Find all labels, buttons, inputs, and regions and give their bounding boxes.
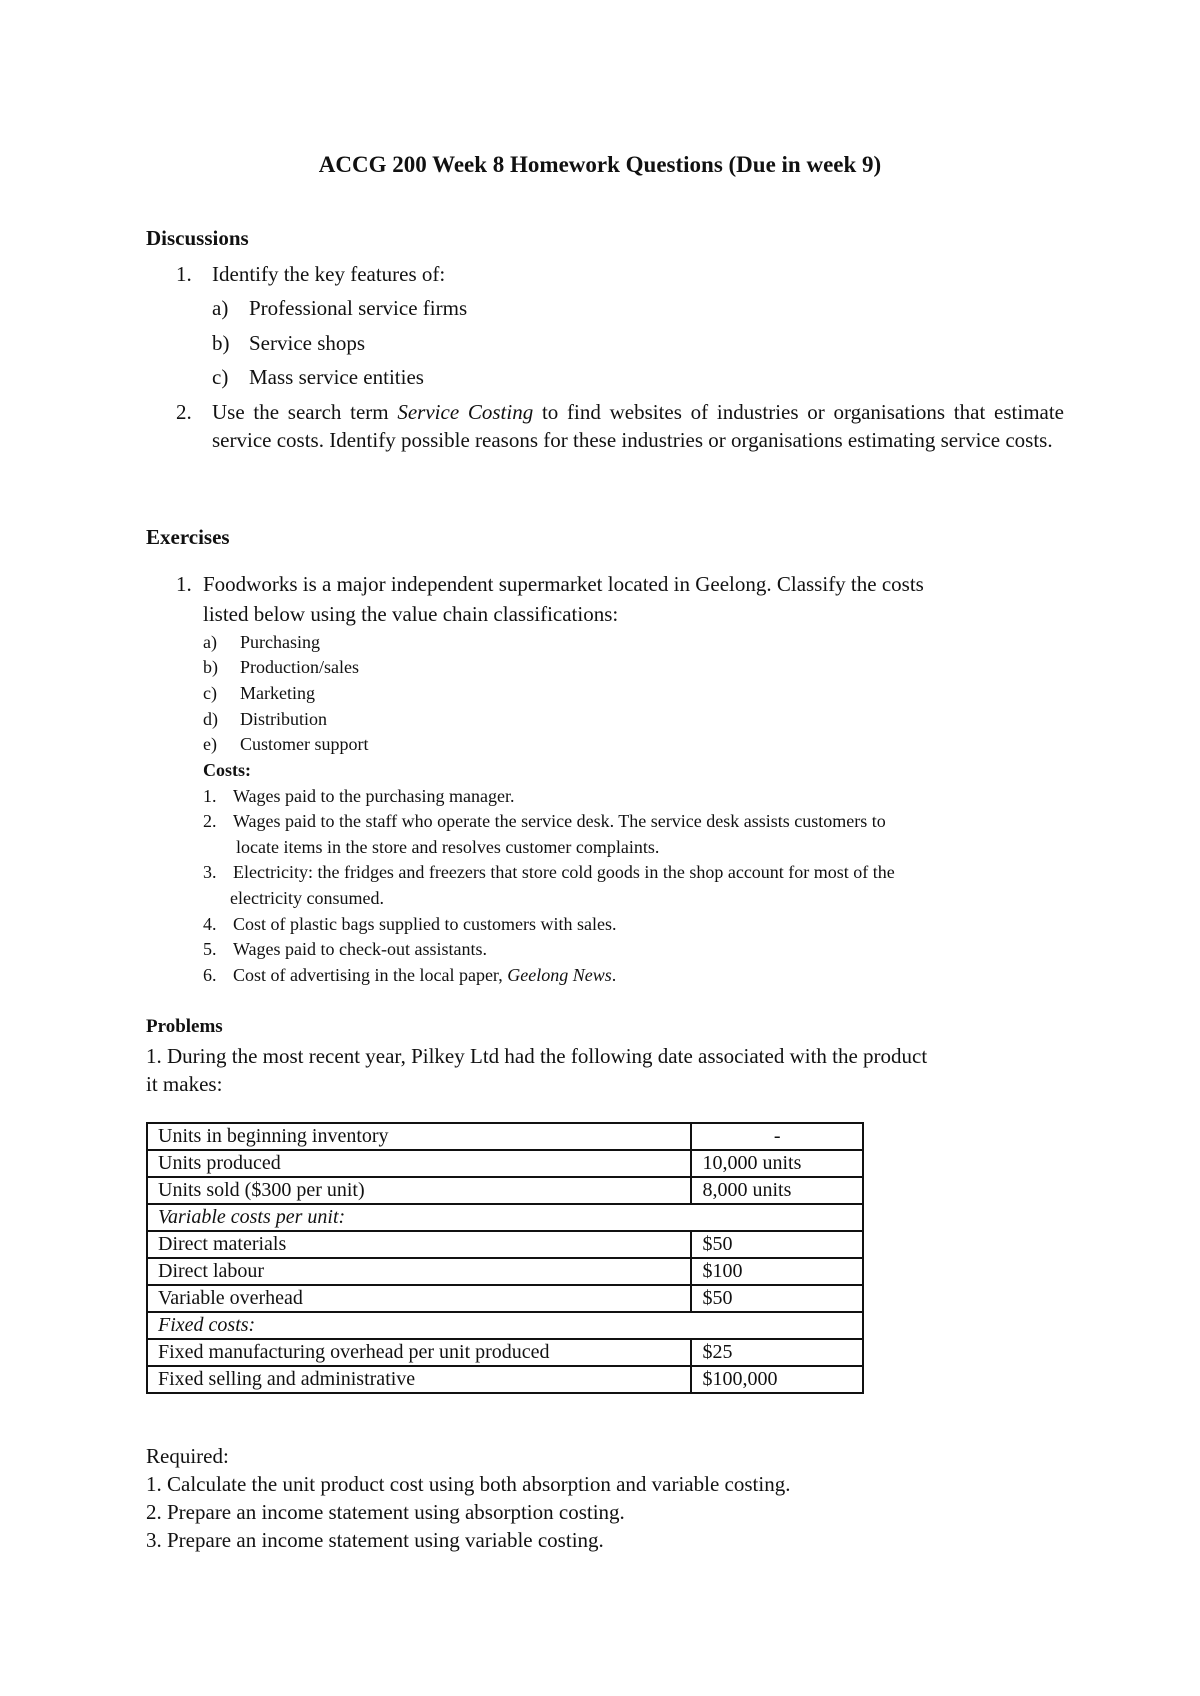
table-cell-value: 10,000 units	[691, 1150, 863, 1177]
table-row	[147, 1150, 863, 1177]
classification-label: b)	[203, 657, 218, 677]
table-section-label: Variable costs per unit:	[147, 1204, 863, 1231]
table-row	[147, 1339, 863, 1366]
search-term: Service Costing	[397, 400, 534, 424]
cost-text: Wages paid to check-out assistants.	[233, 939, 487, 959]
table-cell-value: $100	[691, 1258, 863, 1285]
page-title: ACCG 200 Week 8 Homework Questions (Due in week 9)	[318, 152, 882, 177]
table-cell-label: Units sold ($300 per unit)	[147, 1177, 691, 1204]
classification-text: Marketing	[240, 683, 315, 703]
cost-text: electricity consumed.	[230, 888, 384, 908]
cost-text: Wages paid to the purchasing manager.	[233, 786, 515, 806]
exercises-heading: Exercises	[146, 525, 230, 549]
table-section-row	[147, 1312, 863, 1339]
classification-label: a)	[203, 632, 217, 652]
discussion-q2-number: 2.	[176, 400, 192, 424]
cost-number: 1.	[203, 786, 217, 806]
table-row	[147, 1285, 863, 1312]
table-row	[147, 1258, 863, 1285]
classification-text: Production/sales	[240, 657, 359, 677]
exercise-q1-number: 1.	[176, 572, 192, 596]
problem-intro-line: 1. During the most recent year, Pilkey Ltd had the following date associated with the product	[146, 1044, 928, 1068]
cost-number: 5.	[203, 939, 217, 959]
cost-number: 3.	[203, 862, 217, 882]
table-cell-value: $25	[691, 1339, 863, 1366]
problem-intro-line: it makes:	[146, 1072, 223, 1096]
discussion-q1-item-text: Mass service entities	[249, 365, 424, 389]
discussion-q1-text: Identify the key features of:	[212, 262, 446, 286]
cost-text: Electricity: the fridges and freezers that store cold goods in the shop account for most of the	[233, 862, 895, 882]
cost-number: 6.	[203, 965, 217, 985]
table-cell-label: Units produced	[147, 1150, 691, 1177]
table-cell-label: Direct materials	[147, 1231, 691, 1258]
table-cell-value: $100,000	[691, 1366, 863, 1393]
discussion-q1-number: 1.	[176, 262, 192, 286]
discussion-q1-item-text: Professional service firms	[249, 296, 468, 320]
exercise-q1-line: Foodworks is a major independent supermarket located in Geelong. Classify the costs	[203, 572, 924, 596]
discussion-q1-item-label: c)	[212, 365, 229, 389]
classification-label: d)	[203, 709, 218, 729]
cost-text: Cost of advertising in the local paper, Geelong News.	[233, 965, 617, 985]
table-section-row	[147, 1204, 863, 1231]
required-item: 2. Prepare an income statement using absorption costing.	[146, 1500, 625, 1524]
table-row	[147, 1177, 863, 1204]
costs-heading: Costs:	[203, 760, 251, 780]
cost-text: Cost of plastic bags supplied to customers with sales.	[233, 914, 617, 934]
discussion-q2-text: Use the search term Service Costing to find websites of industries or organisations that estimate service costs. Identify possible reasons for these industries or organisations estimating service costs.	[212, 400, 1065, 452]
table-cell-value: -	[691, 1123, 863, 1150]
cost-text: locate items in the store and resolves customer complaints.	[236, 837, 660, 857]
discussion-q1-item-label: a)	[212, 296, 229, 320]
table-cell-value: 8,000 units	[691, 1177, 863, 1204]
discussions-heading: Discussions	[146, 226, 249, 250]
classification-text: Purchasing	[240, 632, 320, 652]
discussion-q1-item-text: Service shops	[249, 331, 366, 355]
table-cell-value: $50	[691, 1231, 863, 1258]
classification-label: c)	[203, 683, 217, 703]
required-item: 3. Prepare an income statement using variable costing.	[146, 1528, 604, 1552]
table-cell-label: Variable overhead	[147, 1285, 691, 1312]
table-cell-label: Fixed selling and administrative	[147, 1366, 691, 1393]
problems-heading: Problems	[146, 1016, 223, 1037]
cost-data-table	[146, 1122, 864, 1394]
newspaper-name: Geelong News	[507, 965, 612, 985]
cost-text: Wages paid to the staff who operate the service desk. The service desk assists customers to	[233, 811, 886, 831]
cost-number: 2.	[203, 811, 217, 831]
classification-text: Customer support	[240, 734, 369, 754]
cost-number: 4.	[203, 914, 217, 934]
table-cell-label: Units in beginning inventory	[147, 1123, 691, 1150]
table-cell-label: Fixed manufacturing overhead per unit produced	[147, 1339, 691, 1366]
table-section-label: Fixed costs:	[147, 1312, 863, 1339]
table-row	[147, 1123, 863, 1150]
exercise-q1-line: listed below using the value chain classifications:	[203, 602, 619, 626]
classification-text: Distribution	[240, 709, 328, 729]
table-cell-label: Direct labour	[147, 1258, 691, 1285]
classification-label: e)	[203, 734, 217, 754]
discussion-q1-item-label: b)	[212, 331, 230, 355]
required-item: 1. Calculate the unit product cost using both absorption and variable costing.	[146, 1472, 791, 1496]
required-heading: Required:	[146, 1444, 229, 1468]
table-cell-value: $50	[691, 1285, 863, 1312]
table-row	[147, 1366, 863, 1393]
table-row	[147, 1231, 863, 1258]
